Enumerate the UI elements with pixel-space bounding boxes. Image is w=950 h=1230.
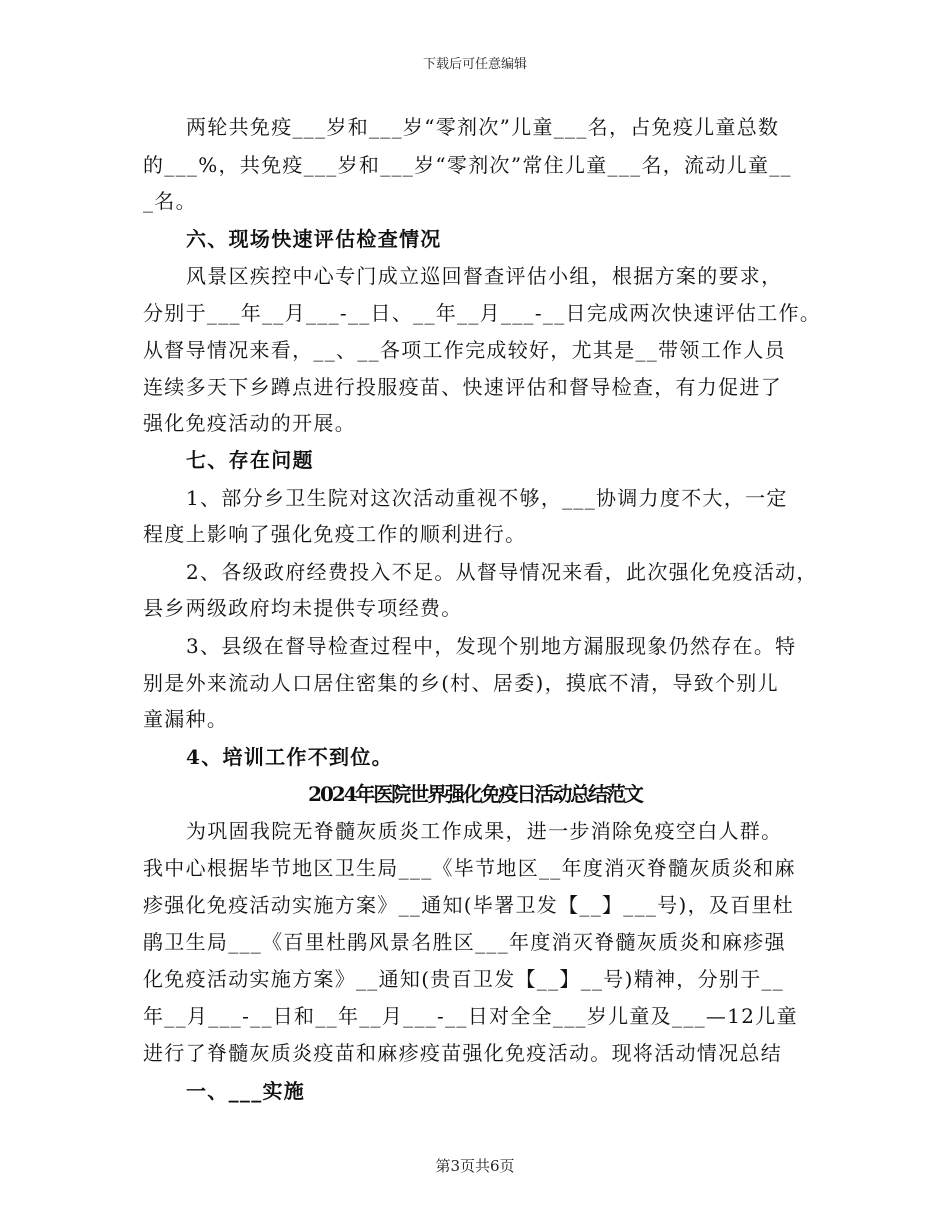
- body-line: 别是外来流动人口居住密集的乡(村、居委)，摸底不清，导致个别儿: [143, 671, 779, 695]
- body-line: 鹃卫生局___《百里杜鹃风景名胜区___年度消灭脊髓灰质炎和麻疹强: [143, 930, 786, 954]
- body-line: 进行了脊髓灰质炎疫苗和麻疹疫苗强化免疫活动。现将活动情况总结: [143, 1041, 782, 1065]
- section-heading: 七、存在问题: [186, 448, 314, 472]
- body-line: 两轮共免疫___岁和___岁“零剂次”儿童___名，占免疫儿童总数: [186, 115, 780, 139]
- article-title: 2024年医院世界强化免疫日活动总结范文: [308, 782, 642, 806]
- body-line: 程度上影响了强化免疫工作的顺利进行。: [143, 522, 527, 546]
- body-line: 1、部分乡卫生院对这次活动重视不够，___协调力度不大，一定: [186, 486, 788, 510]
- body-line: 的___%，共免疫___岁和___岁“零剂次”常住儿童___名，流动儿童__: [143, 153, 792, 177]
- body-line: 2、各级政府经费投入不足。从督导情况来看，此次强化免疫活动，: [186, 560, 818, 584]
- body-line: 连续多天下乡蹲点进行投服疫苗、快速评估和督导检查，有力促进了: [143, 375, 782, 399]
- body-line: _名。: [143, 189, 197, 213]
- body-line: 分别于___年__月___-__日、__年__月___-__日完成两次快速评估工作。: [143, 301, 822, 325]
- page-header: 下载后可任意编辑: [422, 57, 527, 72]
- section-heading: 六、现场快速评估检查情况: [186, 227, 442, 251]
- body-line: 疹强化免疫活动实施方案》__通知(毕署卫发【__】___号)，及百里杜: [143, 893, 795, 917]
- body-line: 3、县级在督导检查过程中，发现个别地方漏服现象仍然存在。特: [186, 634, 797, 658]
- body-line: 童漏种。: [143, 707, 229, 731]
- body-line: 从督导情况来看，__、__各项工作完成较好，尤其是__带领工作人员: [143, 338, 786, 362]
- section-heading: 一、___实施: [186, 1079, 306, 1103]
- body-line: 为巩固我院无脊髓灰质炎工作成果，进一步消除免疫空白人群。: [186, 819, 783, 843]
- body-line: 年__月___-__日和__年__月___-__日对全全___岁儿童及___—12儿童: [143, 1004, 798, 1028]
- body-line: 风景区疾控中心专门成立巡回督查评估小组，根据方案的要求，: [186, 264, 783, 288]
- body-line: 化免疫活动实施方案》__通知(贵百卫发【__】__号)精神，分别于__: [143, 967, 785, 991]
- page-footer: 第3页共6页: [435, 1157, 515, 1175]
- body-line: 县乡两级政府均未提供专项经费。: [143, 596, 463, 620]
- body-line: 强化免疫活动的开展。: [143, 411, 356, 435]
- section-heading: 4、培训工作不到位。: [186, 745, 393, 769]
- body-line: 我中心根据毕节地区卫生局___《毕节地区__年度消灭脊髓灰质炎和麻: [143, 856, 796, 880]
